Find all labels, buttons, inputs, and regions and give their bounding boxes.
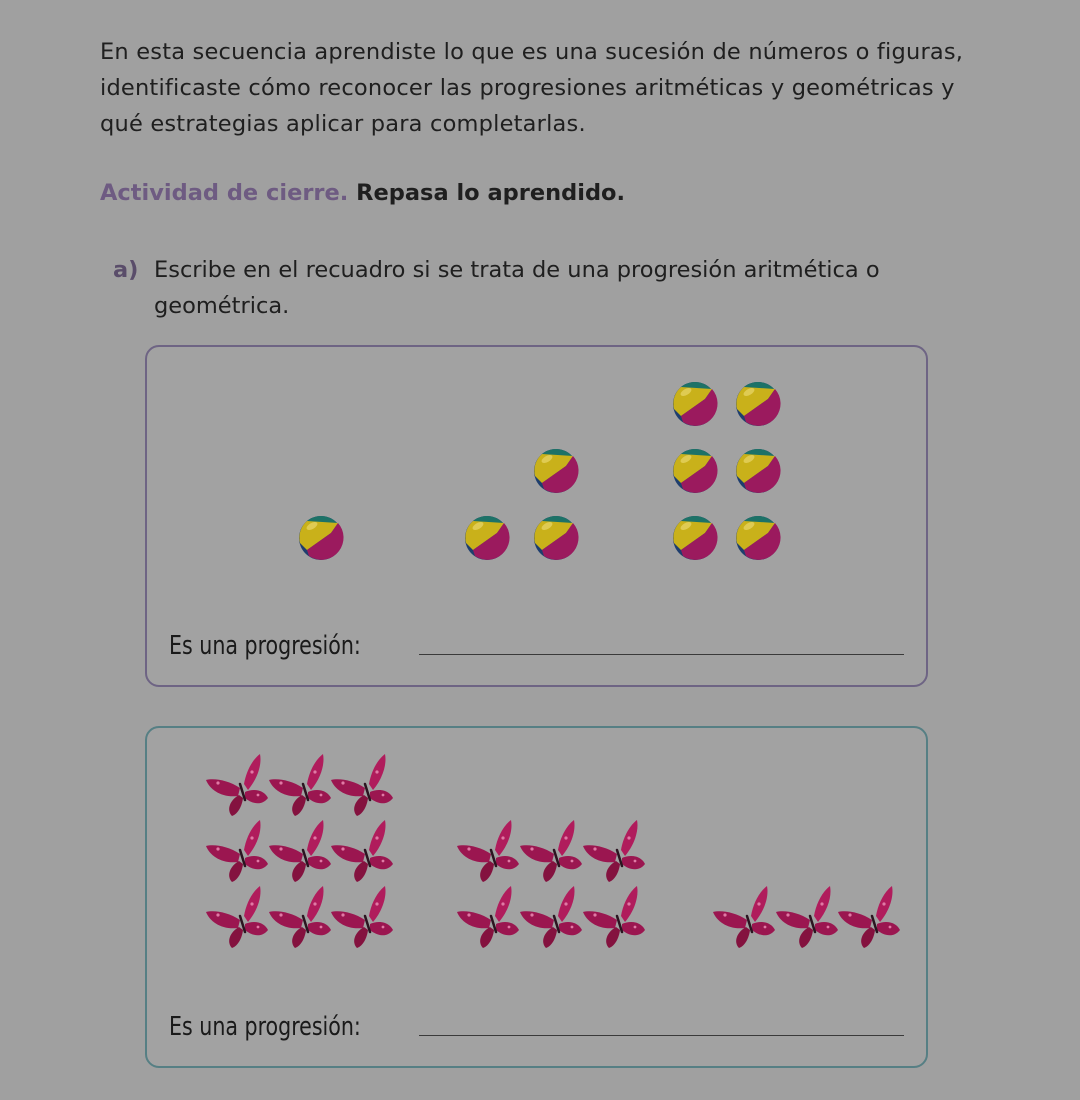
intro-paragraph: En esta secuencia aprendiste lo que es una sucesión de números o figuras, identificaste cómo reconocer las progresiones aritméticas y geométricas y qué estrategias aplicar para completarlas. (100, 39, 964, 137)
answer-blank-line[interactable] (419, 653, 904, 655)
butterfly-group-1 (206, 754, 393, 948)
butterfly-icon (776, 886, 838, 948)
butterfly-icon (269, 754, 331, 816)
butterfly-icon (457, 886, 519, 948)
ball-icon (736, 516, 781, 560)
ball-group-2 (465, 449, 579, 560)
answer-row-1 (169, 631, 904, 661)
ball-group-3 (673, 382, 781, 560)
butterfly-icon (331, 820, 393, 882)
ball-icon (534, 516, 579, 560)
ball-icon (673, 382, 718, 426)
answer-label: Es una progresión: (169, 631, 361, 661)
butterfly-icon (838, 886, 900, 948)
butterfly-icon (206, 886, 268, 948)
exercise-box-balls (145, 345, 928, 687)
ball-icon (673, 449, 718, 493)
ball-icon (673, 516, 718, 560)
exercise-box-butterflies (145, 726, 928, 1068)
butterfly-icon (520, 886, 582, 948)
closing-activity-label: Actividad de cierre. (100, 180, 349, 206)
ball-icon (534, 449, 579, 493)
butterfly-icon (269, 886, 331, 948)
ball-group-1 (299, 516, 344, 560)
activity-instruction (113, 252, 943, 324)
ball-icon (465, 516, 510, 560)
butterfly-icon (583, 820, 645, 882)
butterfly-icon (331, 886, 393, 948)
butterfly-icon (583, 886, 645, 948)
answer-row-2 (169, 1012, 904, 1042)
butterfly-group-2 (457, 820, 645, 948)
butterfly-icon (206, 820, 268, 882)
butterfly-icon (713, 886, 775, 948)
butterfly-icon (457, 820, 519, 882)
answer-blank-line[interactable] (419, 1034, 904, 1036)
butterfly-icon (206, 754, 268, 816)
answer-label: Es una progresión: (169, 1012, 361, 1042)
closing-activity-heading (100, 180, 625, 206)
ball-icon (736, 449, 781, 493)
butterfly-icon (269, 820, 331, 882)
closing-activity-text: Repasa lo aprendido. (348, 180, 626, 206)
butterfly-group-3 (713, 886, 900, 948)
butterfly-icon (520, 820, 582, 882)
activity-instruction-text: Escribe en el recuadro si se trata de una progresión aritmética o geométrica. (154, 257, 880, 319)
ball-icon (736, 382, 781, 426)
butterfly-icon (331, 754, 393, 816)
activity-letter: a) (113, 257, 139, 283)
ball-icon (299, 516, 344, 560)
